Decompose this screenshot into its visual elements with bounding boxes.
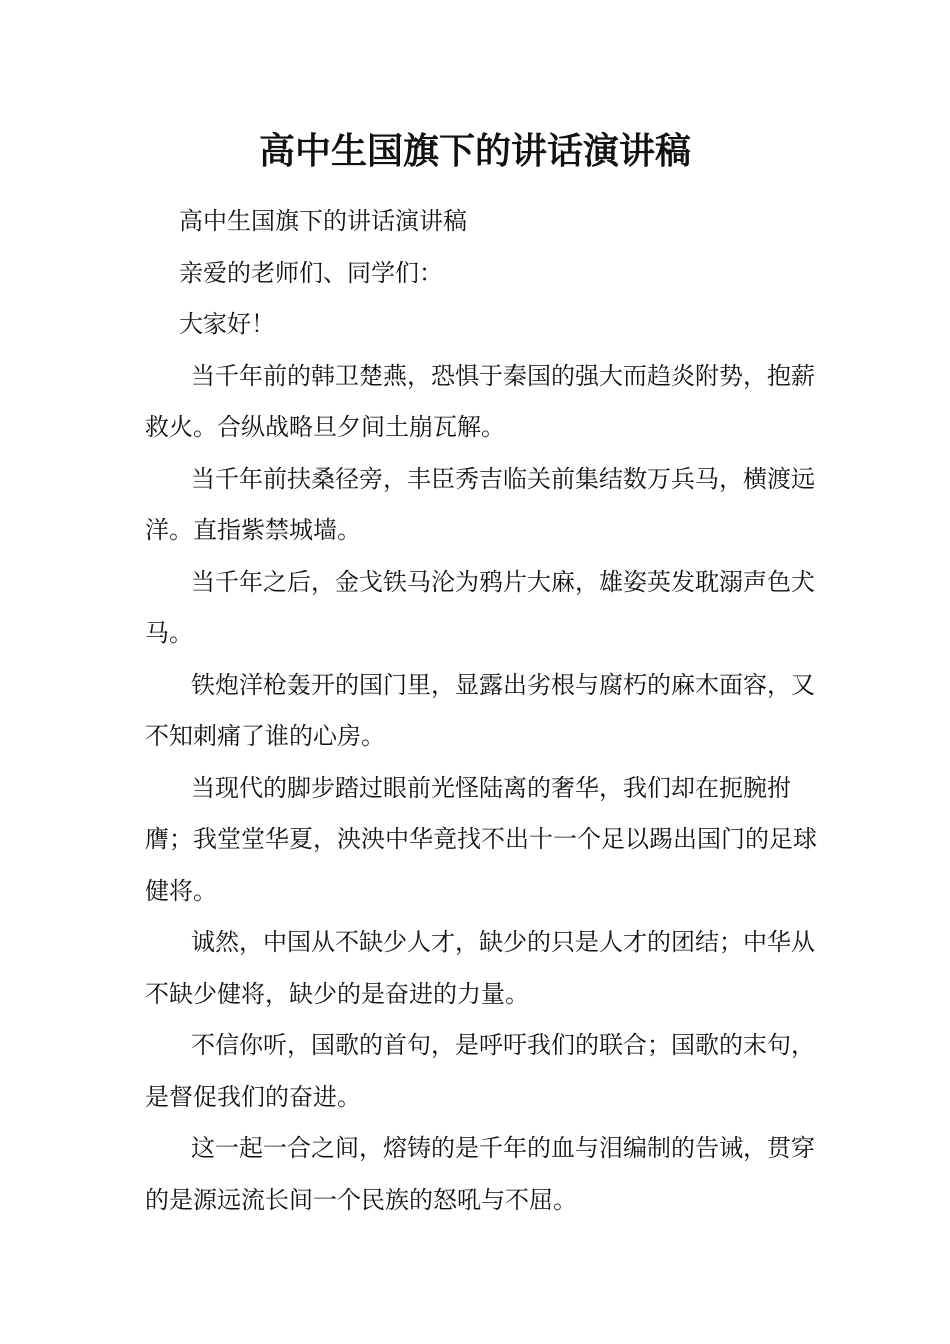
paragraph: 当千年之后，金戈铁马沦为鸦片大麻，雄姿英发耽溺声色犬马。 bbox=[145, 567, 815, 647]
paragraph: 当千年前的韩卫楚燕，恐惧于秦国的强大而趋炎附势，抱薪救火。合纵战略旦夕间土崩瓦解。 bbox=[145, 361, 815, 441]
paragraph: 诚然，中国从不缺少人才，缺少的只是人才的团结；中华从不缺少健将，缺少的是奋进的力量。 bbox=[145, 928, 815, 1008]
paragraph: 当千年前扶桑径旁，丰臣秀吉临关前集结数万兵马，横渡远洋。直指紫禁城墙。 bbox=[145, 464, 815, 544]
paragraph: 不信你听，国歌的首句，是呼吁我们的联合；国歌的末句，是督促我们的奋进。 bbox=[145, 1031, 815, 1111]
paragraph: 这一起一合之间，熔铸的是千年的血与泪编制的告诫，贯穿的是源远流长间一个民族的怒吼与不屈。 bbox=[145, 1134, 815, 1214]
paragraph: 铁炮洋枪轰开的国门里，显露出劣根与腐朽的麻木面容，又不知刺痛了谁的心房。 bbox=[145, 670, 815, 750]
paragraph: 当现代的脚步踏过眼前光怪陆离的奢华，我们却在扼腕拊膺；我堂堂华夏，泱泱中华竟找不出十一个足以踢出国门的足球健将。 bbox=[145, 773, 817, 905]
document-title: 高中生国旗下的讲话演讲稿 bbox=[258, 130, 691, 172]
salutation: 亲爱的老师们、同学们： bbox=[179, 258, 443, 287]
heading-repeat: 高中生国旗下的讲话演讲稿 bbox=[179, 207, 467, 235]
greeting: 大家好！ bbox=[179, 310, 275, 338]
document-body bbox=[145, 196, 835, 1226]
